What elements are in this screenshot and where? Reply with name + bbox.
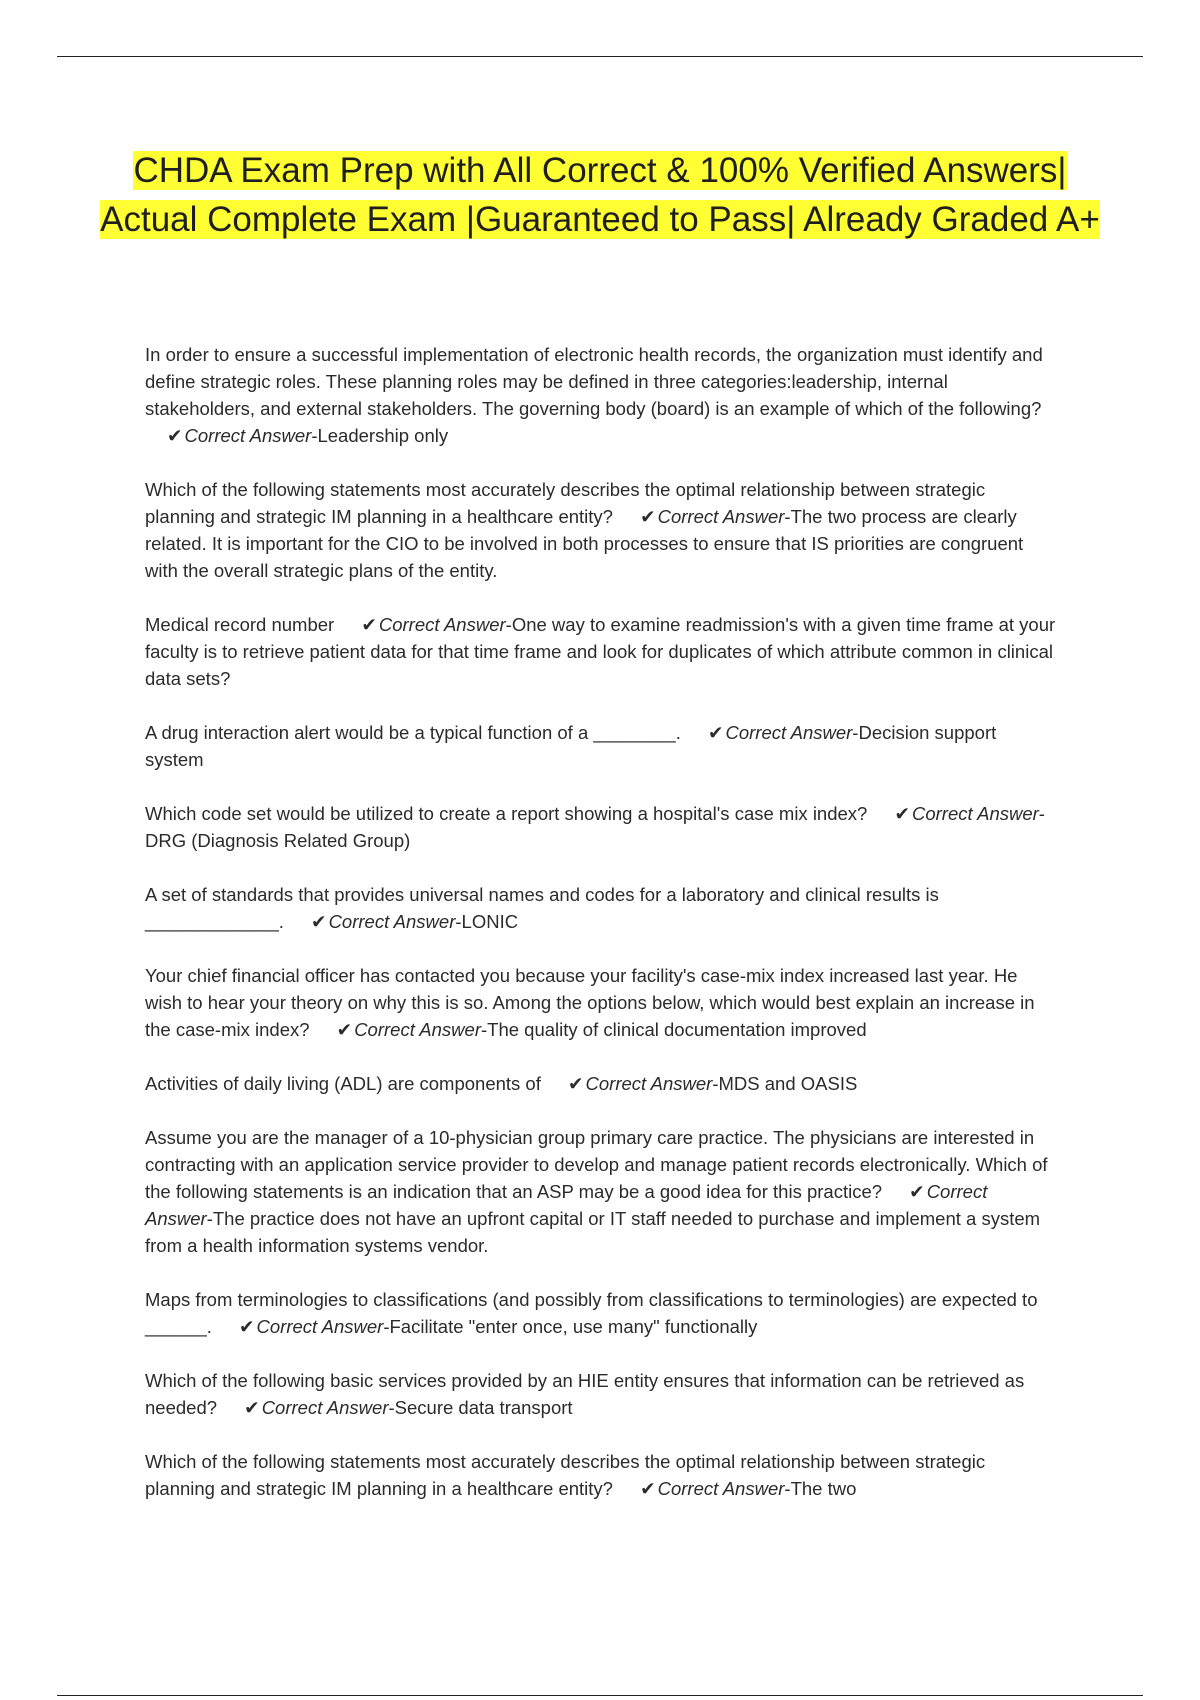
question-text: Which of the following statements most accurately describes the optimal relationship between strategic planning and strategic IM planning in a healthcare entity? <box>145 1451 986 1499</box>
qa-item: A drug interaction alert would be a typical function of a ________. ✔ Correct Answer-Decision support system <box>145 719 1057 773</box>
answer-text: MDS and OASIS <box>718 1073 858 1094</box>
answer-text: The practice does not have an upfront capital or IT staff needed to purchase and implement a system from a health information systems vendor. <box>145 1208 1041 1256</box>
answer-text: The two process are clearly related. It is important for the CIO to be involved in both processes to ensure that IS priorities are congruent with the overall strategic plans of the entity. <box>145 506 1024 581</box>
answer-label: Correct Answer <box>378 614 506 635</box>
answer-label: Correct Answer <box>328 911 456 932</box>
answer-label: Correct Answer <box>354 1019 481 1040</box>
qa-item: Which code set would be utilized to create a report showing a hospital's case mix index? ✔ Correct Answer-DRG (Diagnosis Related Group) <box>145 800 1057 854</box>
answer-label: Correct Answer <box>657 1478 785 1499</box>
answer-text: DRG (Diagnosis Related Group) <box>145 830 411 851</box>
check-icon: ✔ <box>640 1478 656 1499</box>
qa-item: In order to ensure a successful implementation of electronic health records, the organization must identify and define strategic roles. These planning roles may be defined in three categories:leadership, internal stakeholders, and external stakeholders. The governing body (board) is an example of which of the following? ✔ Correct Answer-Leadership only <box>145 341 1057 449</box>
answer-text: Leadership only <box>317 425 449 446</box>
question-text: A set of standards that provides universal names and codes for a laboratory and clinical results is _____________. <box>145 884 939 932</box>
question-text: In order to ensure a successful implementation of electronic health records, the organization must identify and define strategic roles. These planning roles may be defined in three categories:leadership, internal stakeholders, and external stakeholders. The governing body (board) is an example of which of the following? <box>145 344 1043 419</box>
check-icon: ✔ <box>167 425 183 446</box>
question-text: Which of the following basic services provided by an HIE entity ensures that information can be retrieved as needed? <box>145 1370 1025 1418</box>
answer-label: Correct Answer <box>912 803 1039 824</box>
qa-list <box>145 341 1057 1529</box>
title-highlight: CHDA Exam Prep with All Correct & 100% Verified Answers| Actual Complete Exam |Guaranteed to Pass| Already Graded A+ <box>100 151 1100 239</box>
qa-item: Your chief financial officer has contacted you because your facility's case-mix index increased last year. He wish to hear your theory on why this is so. Among the options below, which would best explain an increase in the case-mix index? ✔ Correct Answer-The quality of clinical documentation improved <box>145 962 1057 1043</box>
answer-text: The quality of clinical documentation improved <box>487 1019 867 1040</box>
footer-rule <box>57 1695 1143 1696</box>
check-icon: ✔ <box>244 1397 260 1418</box>
answer-text: Facilitate "enter once, use many" functionally <box>389 1316 758 1337</box>
question-text: A drug interaction alert would be a typical function of a ________. <box>145 722 681 743</box>
check-icon: ✔ <box>568 1073 584 1094</box>
check-icon: ✔ <box>707 722 724 743</box>
answer-text: Decision support system <box>145 722 997 770</box>
qa-item: Which of the following statements most accurately describes the optimal relationship between strategic planning and strategic IM planning in a healthcare entity? ✔ Correct Answer-The two <box>145 1448 1057 1502</box>
answer-label: Correct Answer <box>725 722 853 743</box>
question-text: Assume you are the manager of a 10-physician group primary care practice. The physicians are interested in contracting with an application service provider to develop and manage patient records electronically. Which of the following statements is an indication that an ASP may be a good idea for this practice? <box>145 1127 1048 1202</box>
qa-item: Which of the following basic services provided by an HIE entity ensures that information can be retrieved as needed? ✔ Correct Answer-Secure data transport <box>145 1367 1057 1421</box>
question-text: Activities of daily living (ADL) are components of <box>145 1073 541 1094</box>
answer-label: Correct Answer <box>585 1073 713 1094</box>
title-block <box>100 146 1100 244</box>
qa-item: Medical record number ✔ Correct Answer-One way to examine readmission's with a given time frame at your faculty is to retrieve patient data for that time frame and look for duplicates of which attribute common in clinical data sets? <box>145 611 1057 692</box>
answer-text: One way to examine readmission's with a given time frame at your faculty is to retrieve patient data for that time frame and look for duplicates of which attribute common in clinical data sets? <box>145 614 1056 689</box>
qa-item: Activities of daily living (ADL) are components of ✔ Correct Answer-MDS and OASIS <box>145 1070 1057 1097</box>
check-icon: ✔ <box>311 911 327 932</box>
check-icon: ✔ <box>239 1316 255 1337</box>
qa-item: A set of standards that provides universal names and codes for a laboratory and clinical results is _____________. ✔ Correct Answer-LONIC <box>145 881 1057 935</box>
document-title <box>100 146 1100 244</box>
question-text: Maps from terminologies to classifications (and possibly from classifications to terminologies) are expected to ______. <box>145 1289 1038 1337</box>
answer-text: The two <box>790 1478 857 1499</box>
answer-label: Correct Answer <box>261 1397 389 1418</box>
question-text: Your chief financial officer has contacted you because your facility's case-mix index increased last year. He wish to hear your theory on why this is so. Among the options below, which would best explain an increase in the case-mix index? <box>145 965 1035 1040</box>
answer-text: Secure data transport <box>394 1397 573 1418</box>
answer-label: Correct Answer <box>657 506 785 527</box>
check-icon: ✔ <box>894 803 910 824</box>
answer-label: Correct Answer <box>184 425 312 446</box>
question-text: Which of the following statements most accurately describes the optimal relationship between strategic planning and strategic IM planning in a healthcare entity? <box>145 479 986 527</box>
check-icon: ✔ <box>909 1181 925 1202</box>
answer-label: Correct Answer <box>256 1316 384 1337</box>
answer-label: Correct Answer <box>145 1181 988 1229</box>
check-icon: ✔ <box>361 614 377 635</box>
answer-text: LONIC <box>461 911 519 932</box>
check-icon: ✔ <box>336 1019 353 1040</box>
qa-item: Assume you are the manager of a 10-physician group primary care practice. The physicians are interested in contracting with an application service provider to develop and manage patient records electronically. Which of the following statements is an indication that an ASP may be a good idea for this practice? ✔ Correct Answer-The practice does not have an upfront capital or IT staff needed to purchase and implement a system from a health information systems vendor. <box>145 1127 1048 1256</box>
check-icon: ✔ <box>640 506 656 527</box>
question-text: Which code set would be utilized to create a report showing a hospital's case mix index? <box>145 803 868 824</box>
qa-item: Maps from terminologies to classifications (and possibly from classifications to terminologies) are expected to ______. ✔ Correct Answer-Facilitate "enter once, use many" functionally <box>145 1286 1057 1340</box>
qa-item: Which of the following statements most accurately describes the optimal relationship between strategic planning and strategic IM planning in a healthcare entity? ✔ Correct Answer-The two process are clearly related. It is important for the CIO to be involved in both processes to ensure that IS priorities are congruent with the overall strategic plans of the entity. <box>145 479 1024 581</box>
header-rule <box>57 56 1143 57</box>
question-text: Medical record number <box>145 614 335 635</box>
